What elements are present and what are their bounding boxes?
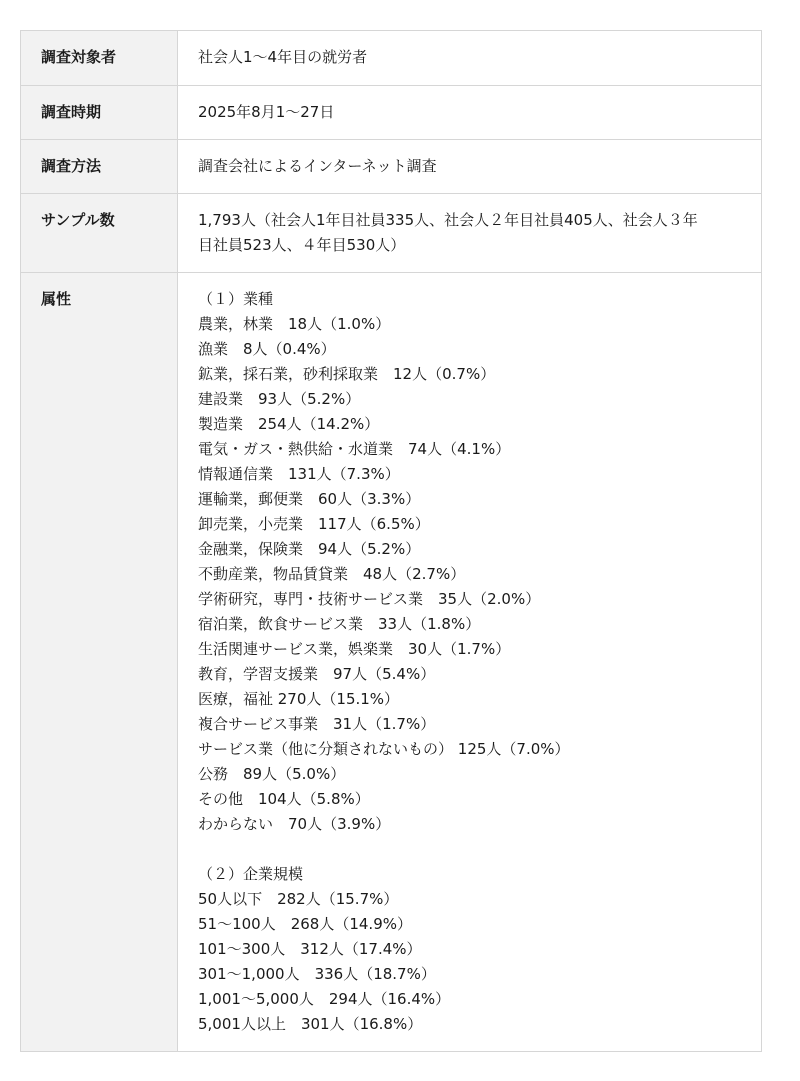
list-item: 製造業 254人（14.2%）	[198, 415, 380, 433]
row-label: 調査対象者	[21, 31, 178, 86]
table-row	[21, 273, 762, 1052]
list-item: 医療，福祉 270人（15.1%）	[198, 690, 400, 708]
row-value: 社会人1〜4年目の就労者	[178, 31, 762, 86]
list-item: 教育，学習支援業 97人（5.4%）	[198, 665, 436, 683]
list-item: 宿泊業，飲食サービス業 33人（1.8%）	[198, 615, 481, 633]
list-item: 卸売業，小売業 117人（6.5%）	[198, 515, 430, 533]
company-size-section	[198, 862, 741, 1037]
list-item: 1,001〜5,000人 294人（16.4%）	[198, 990, 451, 1008]
sample-size-line: 1,793人（社会人1年目社員335人、社会人２年目社員405人、社会人３年	[198, 211, 698, 229]
list-item: 情報通信業 131人（7.3%）	[198, 465, 400, 483]
list-item: 電気・ガス・熱供給・水道業 74人（4.1%）	[198, 440, 511, 458]
list-item: 鉱業，採石業，砂利採取業 12人（0.7%）	[198, 365, 496, 383]
list-item: その他 104人（5.8%）	[198, 790, 370, 808]
list-item: 公務 89人（5.0%）	[198, 765, 346, 783]
list-item: 建設業 93人（5.2%）	[198, 390, 361, 408]
survey-overview-table	[20, 30, 762, 1052]
row-label: 属性	[21, 273, 178, 1052]
list-item: 301〜1,000人 336人（18.7%）	[198, 965, 436, 983]
row-value: 2025年8月1〜27日	[178, 86, 762, 140]
row-label: サンプル数	[21, 194, 178, 273]
table-row	[21, 86, 762, 140]
list-item: 学術研究，専門・技術サービス業 35人（2.0%）	[198, 590, 541, 608]
table-row	[21, 140, 762, 194]
row-label: 調査方法	[21, 140, 178, 194]
list-item: 生活関連サービス業，娯楽業 30人（1.7%）	[198, 640, 511, 658]
table-row	[21, 194, 762, 273]
row-label: 調査時期	[21, 86, 178, 140]
list-item: 複合サービス事業 31人（1.7%）	[198, 715, 436, 733]
list-item: 5,001人以上 301人（16.8%）	[198, 1015, 423, 1033]
section-heading: （２）企業規模	[198, 865, 304, 883]
row-value: 調査会社によるインターネット調査	[178, 140, 762, 194]
list-item: 金融業，保険業 94人（5.2%）	[198, 540, 421, 558]
industry-section	[198, 287, 741, 837]
list-item: 50人以下 282人（15.7%）	[198, 890, 399, 908]
industry-list	[198, 312, 741, 837]
section-heading: （１）業種	[198, 290, 274, 308]
list-item: 漁業 8人（0.4%）	[198, 340, 336, 358]
list-item: わからない 70人（3.9%）	[198, 815, 391, 833]
list-item: 101〜300人 312人（17.4%）	[198, 940, 422, 958]
sample-size-line: 目社員523人、４年目530人）	[198, 236, 406, 254]
company-size-list	[198, 887, 741, 1037]
table-row	[21, 31, 762, 86]
attributes-value	[178, 273, 762, 1052]
list-item: サービス業（他に分類されないもの） 125人（7.0%）	[198, 740, 570, 758]
list-item: 農業，林業 18人（1.0%）	[198, 315, 391, 333]
list-item: 不動産業，物品賃貸業 48人（2.7%）	[198, 565, 466, 583]
list-item: 51〜100人 268人（14.9%）	[198, 915, 412, 933]
row-value	[178, 194, 762, 273]
list-item: 運輸業，郵便業 60人（3.3%）	[198, 490, 421, 508]
section-spacer	[198, 837, 741, 862]
